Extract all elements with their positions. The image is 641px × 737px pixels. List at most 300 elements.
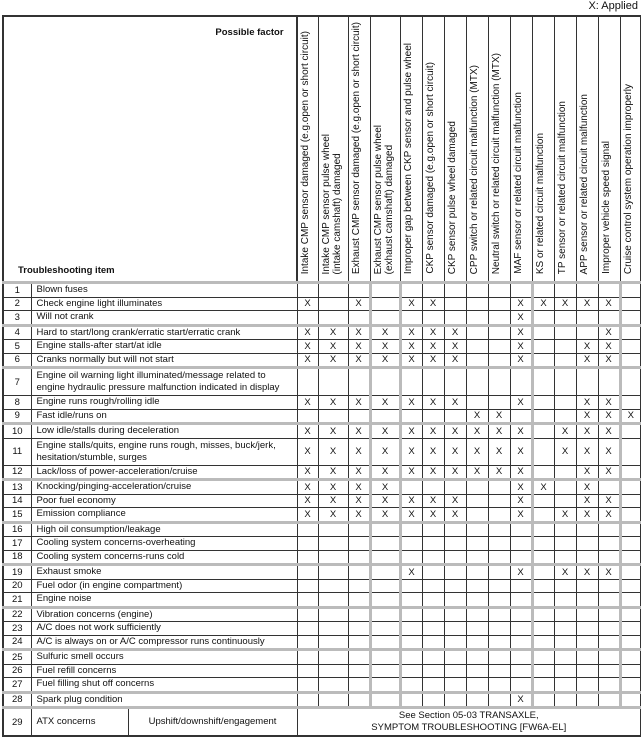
mark-cell — [466, 607, 488, 622]
table-row — [3, 565, 641, 580]
factor-header — [576, 16, 598, 283]
mark-cell — [532, 565, 554, 580]
mark-cell — [422, 622, 444, 636]
mark-cell — [620, 537, 641, 551]
table-row — [3, 593, 641, 608]
mark-cell — [488, 368, 510, 396]
factor-label: TP sensor or related circuit malfunction — [556, 100, 568, 274]
mark-cell — [576, 283, 598, 298]
factor-header — [488, 16, 510, 283]
mark-cell — [620, 368, 641, 396]
mark-cell — [488, 664, 510, 678]
mark-cell — [422, 480, 444, 495]
table-row — [3, 550, 641, 565]
troubleshooting-item: Hard to start/long crank/erratic start/erratic crank — [31, 325, 297, 340]
factor-label: KS or related circuit malfunction — [534, 132, 546, 274]
mark-cell — [400, 368, 422, 396]
mark-cell — [348, 283, 370, 298]
row-number: 14 — [3, 494, 31, 508]
troubleshooting-item: Lack/loss of power-acceleration/cruise — [31, 465, 297, 480]
mark-cell — [532, 409, 554, 424]
mark-cell — [348, 409, 370, 424]
table-row — [3, 325, 641, 340]
mark-cell — [510, 593, 532, 608]
mark-cell — [466, 283, 488, 298]
mark-cell — [297, 678, 318, 693]
mark-cell: X — [400, 465, 422, 480]
mark-cell: X — [598, 438, 620, 465]
mark-cell — [510, 650, 532, 665]
table-row — [3, 692, 641, 708]
mark-cell — [510, 664, 532, 678]
header-row — [3, 16, 641, 283]
mark-cell — [466, 311, 488, 326]
mark-cell — [466, 550, 488, 565]
mark-cell — [297, 522, 318, 537]
mark-cell: X — [488, 424, 510, 439]
mark-cell: X — [488, 438, 510, 465]
mark-cell — [532, 508, 554, 523]
row-number: 3 — [3, 311, 31, 326]
mark-cell — [348, 579, 370, 593]
mark-cell — [510, 522, 532, 537]
mark-cell — [348, 664, 370, 678]
mark-cell — [444, 297, 466, 311]
mark-cell: X — [576, 297, 598, 311]
troubleshooting-item: A/C does not work sufficiently — [31, 622, 297, 636]
troubleshooting-item: Spark plug condition — [31, 692, 297, 708]
corner-header — [3, 16, 297, 283]
table-row — [3, 708, 641, 737]
mark-cell — [444, 480, 466, 495]
mark-cell — [576, 325, 598, 340]
row-number: 21 — [3, 593, 31, 608]
mark-cell — [554, 537, 576, 551]
mark-cell — [532, 593, 554, 608]
mark-cell: X — [576, 438, 598, 465]
mark-cell: X — [318, 494, 348, 508]
mark-cell — [444, 650, 466, 665]
mark-cell — [554, 522, 576, 537]
mark-cell — [598, 635, 620, 650]
mark-cell — [554, 340, 576, 354]
mark-cell — [488, 508, 510, 523]
mark-cell: X — [598, 508, 620, 523]
mark-cell — [510, 607, 532, 622]
mark-cell: X — [422, 340, 444, 354]
mark-cell — [400, 579, 422, 593]
mark-cell — [488, 607, 510, 622]
mark-cell: X — [348, 396, 370, 410]
mark-cell — [554, 650, 576, 665]
mark-cell — [620, 396, 641, 410]
mark-cell — [488, 283, 510, 298]
factor-header — [466, 16, 488, 283]
mark-cell — [370, 678, 400, 693]
mark-cell: X — [370, 480, 400, 495]
mark-cell: X — [297, 480, 318, 495]
row-number: 10 — [3, 424, 31, 439]
mark-cell — [532, 664, 554, 678]
mark-cell — [466, 396, 488, 410]
mark-cell — [576, 368, 598, 396]
mark-cell: X — [348, 494, 370, 508]
mark-cell — [598, 480, 620, 495]
troubleshooting-item: Sulfuric smell occurs — [31, 650, 297, 665]
troubleshooting-item: ATX concerns — [31, 708, 128, 737]
mark-cell — [422, 537, 444, 551]
mark-cell — [532, 650, 554, 665]
mark-cell — [532, 522, 554, 537]
mark-cell — [297, 537, 318, 551]
mark-cell — [488, 522, 510, 537]
mark-cell: X — [510, 438, 532, 465]
mark-cell — [422, 593, 444, 608]
table-row — [3, 678, 641, 693]
mark-cell — [532, 678, 554, 693]
mark-cell — [466, 565, 488, 580]
mark-cell — [576, 607, 598, 622]
troubleshooting-item: Exhaust smoke — [31, 565, 297, 580]
mark-cell — [510, 409, 532, 424]
mark-cell — [488, 692, 510, 708]
factor-label: CKP sensor pulse wheel damaged — [446, 120, 458, 274]
troubleshooting-item: Check engine light illuminates — [31, 297, 297, 311]
mark-cell — [370, 607, 400, 622]
mark-cell — [488, 297, 510, 311]
factor-label: MAF sensor or related circuit malfunction — [512, 92, 524, 274]
mark-cell — [532, 692, 554, 708]
factor-label: Intake CMP sensor pulse wheel (intake camshaft) damaged — [320, 133, 343, 274]
mark-cell — [532, 311, 554, 326]
mark-cell — [554, 311, 576, 326]
mark-cell: X — [297, 465, 318, 480]
mark-cell — [532, 550, 554, 565]
mark-cell — [532, 353, 554, 368]
troubleshooting-item: Fuel refill concerns — [31, 664, 297, 678]
mark-cell — [444, 409, 466, 424]
mark-cell — [348, 650, 370, 665]
mark-cell: X — [422, 465, 444, 480]
mark-cell — [620, 593, 641, 608]
mark-cell — [297, 565, 318, 580]
mark-cell — [620, 424, 641, 439]
troubleshooting-item: Cranks normally but will not start — [31, 353, 297, 368]
mark-cell — [422, 311, 444, 326]
mark-cell: X — [297, 340, 318, 354]
troubleshooting-item: Engine noise — [31, 593, 297, 608]
mark-cell — [532, 494, 554, 508]
mark-cell: X — [444, 340, 466, 354]
mark-cell — [466, 593, 488, 608]
mark-cell — [444, 311, 466, 326]
mark-cell: X — [400, 424, 422, 439]
table-row — [3, 635, 641, 650]
mark-cell — [576, 593, 598, 608]
mark-cell: X — [348, 325, 370, 340]
mark-cell — [297, 409, 318, 424]
mark-cell — [466, 579, 488, 593]
mark-cell — [466, 508, 488, 523]
mark-cell: X — [444, 424, 466, 439]
mark-cell — [318, 283, 348, 298]
table-row — [3, 664, 641, 678]
mark-cell — [348, 692, 370, 708]
mark-cell: X — [598, 494, 620, 508]
mark-cell — [400, 622, 422, 636]
mark-cell: X — [576, 409, 598, 424]
factor-header — [620, 16, 641, 283]
mark-cell — [444, 522, 466, 537]
table-row — [3, 353, 641, 368]
troubleshooting-item: Engine oil warning light illuminated/message related to engine hydraulic pressure malfunction indicated in display — [31, 368, 297, 396]
factor-header — [422, 16, 444, 283]
mark-cell — [554, 396, 576, 410]
mark-cell — [532, 396, 554, 410]
mark-cell: X — [297, 424, 318, 439]
mark-cell — [554, 692, 576, 708]
row-number: 23 — [3, 622, 31, 636]
mark-cell: X — [510, 325, 532, 340]
troubleshooting-item: Low idle/stalls during deceleration — [31, 424, 297, 439]
possible-factor-label: Possible factor — [215, 27, 284, 38]
mark-cell: X — [532, 480, 554, 495]
troubleshooting-item: Knocking/pinging-acceleration/cruise — [31, 480, 297, 495]
mark-cell: X — [400, 565, 422, 580]
mark-cell — [554, 283, 576, 298]
row-number: 5 — [3, 340, 31, 354]
mark-cell: X — [554, 565, 576, 580]
mark-cell — [318, 579, 348, 593]
mark-cell: X — [348, 297, 370, 311]
mark-cell — [466, 368, 488, 396]
mark-cell — [318, 607, 348, 622]
mark-cell: X — [370, 340, 400, 354]
mark-cell — [444, 607, 466, 622]
mark-cell — [400, 692, 422, 708]
mark-cell — [297, 692, 318, 708]
table-row — [3, 396, 641, 410]
mark-cell — [620, 579, 641, 593]
mark-cell: X — [297, 325, 318, 340]
mark-cell: X — [370, 438, 400, 465]
mark-cell: X — [400, 340, 422, 354]
mark-cell — [297, 622, 318, 636]
mark-cell — [466, 522, 488, 537]
mark-cell: X — [348, 480, 370, 495]
mark-cell — [466, 340, 488, 354]
mark-cell: X — [466, 438, 488, 465]
mark-cell — [297, 607, 318, 622]
mark-cell: X — [400, 508, 422, 523]
mark-cell — [576, 311, 598, 326]
table-row — [3, 424, 641, 439]
mark-cell — [620, 480, 641, 495]
table-row — [3, 283, 641, 298]
mark-cell: X — [510, 396, 532, 410]
mark-cell — [532, 340, 554, 354]
mark-cell: X — [318, 480, 348, 495]
mark-cell — [488, 340, 510, 354]
row-number: 15 — [3, 508, 31, 523]
mark-cell: X — [510, 465, 532, 480]
troubleshooting-item: Poor fuel economy — [31, 494, 297, 508]
mark-cell: X — [370, 494, 400, 508]
mark-cell — [370, 593, 400, 608]
mark-cell — [370, 664, 400, 678]
row-number: 18 — [3, 550, 31, 565]
mark-cell — [488, 550, 510, 565]
mark-cell — [488, 537, 510, 551]
row-number: 26 — [3, 664, 31, 678]
mark-cell: X — [466, 424, 488, 439]
mark-cell: X — [510, 340, 532, 354]
table-row — [3, 579, 641, 593]
mark-cell — [422, 664, 444, 678]
mark-cell — [444, 368, 466, 396]
mark-cell: X — [400, 297, 422, 311]
mark-cell — [318, 593, 348, 608]
mark-cell — [488, 565, 510, 580]
mark-cell — [422, 607, 444, 622]
mark-cell: X — [297, 297, 318, 311]
legend-applied: X: Applied — [588, 0, 638, 12]
table-row — [3, 480, 641, 495]
mark-cell — [318, 650, 348, 665]
mark-cell — [554, 635, 576, 650]
mark-cell — [318, 311, 348, 326]
mark-cell: X — [318, 325, 348, 340]
mark-cell: X — [488, 465, 510, 480]
mark-cell: X — [370, 325, 400, 340]
mark-cell — [400, 550, 422, 565]
mark-cell — [348, 522, 370, 537]
mark-cell: X — [576, 565, 598, 580]
troubleshooting-matrix — [2, 15, 641, 737]
mark-cell — [318, 368, 348, 396]
mark-cell — [532, 537, 554, 551]
mark-cell — [598, 579, 620, 593]
mark-cell — [444, 537, 466, 551]
mark-cell: X — [598, 325, 620, 340]
row-number: 4 — [3, 325, 31, 340]
mark-cell: X — [370, 353, 400, 368]
mark-cell — [554, 480, 576, 495]
factor-label: CKP sensor damaged (e.g.open or short circuit) — [424, 62, 436, 274]
mark-cell — [532, 368, 554, 396]
mark-cell — [466, 325, 488, 340]
mark-cell — [348, 565, 370, 580]
row-number: 11 — [3, 438, 31, 465]
mark-cell: X — [554, 297, 576, 311]
mark-cell: X — [532, 297, 554, 311]
troubleshooting-subitem: Upshift/downshift/engagement — [128, 708, 297, 737]
mark-cell — [488, 635, 510, 650]
mark-cell: X — [598, 409, 620, 424]
mark-cell — [422, 678, 444, 693]
table-row — [3, 297, 641, 311]
mark-cell: X — [576, 494, 598, 508]
mark-cell: X — [348, 465, 370, 480]
troubleshooting-item-label: Troubleshooting item — [18, 265, 115, 276]
mark-cell — [297, 283, 318, 298]
row-number: 13 — [3, 480, 31, 495]
mark-cell — [576, 635, 598, 650]
mark-cell: X — [598, 424, 620, 439]
mark-cell — [370, 565, 400, 580]
mark-cell — [370, 522, 400, 537]
mark-cell — [554, 494, 576, 508]
mark-cell — [348, 622, 370, 636]
mark-cell — [466, 650, 488, 665]
mark-cell — [598, 664, 620, 678]
mark-cell — [488, 353, 510, 368]
mark-cell — [318, 522, 348, 537]
mark-cell — [554, 678, 576, 693]
mark-cell — [488, 396, 510, 410]
mark-cell — [488, 311, 510, 326]
row-number: 27 — [3, 678, 31, 693]
mark-cell — [444, 579, 466, 593]
mark-cell: X — [400, 325, 422, 340]
mark-cell — [297, 650, 318, 665]
troubleshooting-item: Fast idle/runs on — [31, 409, 297, 424]
factor-header — [348, 16, 370, 283]
row-number: 28 — [3, 692, 31, 708]
mark-cell — [620, 494, 641, 508]
mark-cell — [422, 579, 444, 593]
mark-cell — [318, 678, 348, 693]
mark-cell — [488, 480, 510, 495]
mark-cell — [400, 650, 422, 665]
mark-cell: X — [400, 396, 422, 410]
mark-cell: X — [348, 508, 370, 523]
mark-cell — [554, 409, 576, 424]
troubleshooting-item: Engine stalls-after start/at idle — [31, 340, 297, 354]
mark-cell: X — [576, 465, 598, 480]
mark-cell — [444, 635, 466, 650]
mark-cell — [400, 311, 422, 326]
mark-cell — [297, 368, 318, 396]
mark-cell — [620, 607, 641, 622]
mark-cell: X — [598, 353, 620, 368]
mark-cell: X — [400, 353, 422, 368]
mark-cell: X — [422, 325, 444, 340]
mark-cell: X — [370, 508, 400, 523]
mark-cell: X — [510, 494, 532, 508]
mark-cell — [422, 522, 444, 537]
mark-cell: X — [297, 508, 318, 523]
mark-cell — [348, 550, 370, 565]
mark-cell — [620, 311, 641, 326]
mark-cell: X — [554, 438, 576, 465]
mark-cell — [466, 622, 488, 636]
mark-cell — [554, 579, 576, 593]
mark-cell — [532, 579, 554, 593]
mark-cell — [422, 409, 444, 424]
mark-cell — [620, 283, 641, 298]
mark-cell: X — [318, 465, 348, 480]
mark-cell — [554, 465, 576, 480]
troubleshooting-item: High oil consumption/leakage — [31, 522, 297, 537]
mark-cell — [488, 579, 510, 593]
mark-cell — [400, 537, 422, 551]
factor-label: Improper gap between CKP sensor and pulse wheel — [402, 42, 414, 274]
mark-cell — [510, 622, 532, 636]
mark-cell: X — [422, 438, 444, 465]
mark-cell — [318, 664, 348, 678]
mark-cell: X — [297, 396, 318, 410]
